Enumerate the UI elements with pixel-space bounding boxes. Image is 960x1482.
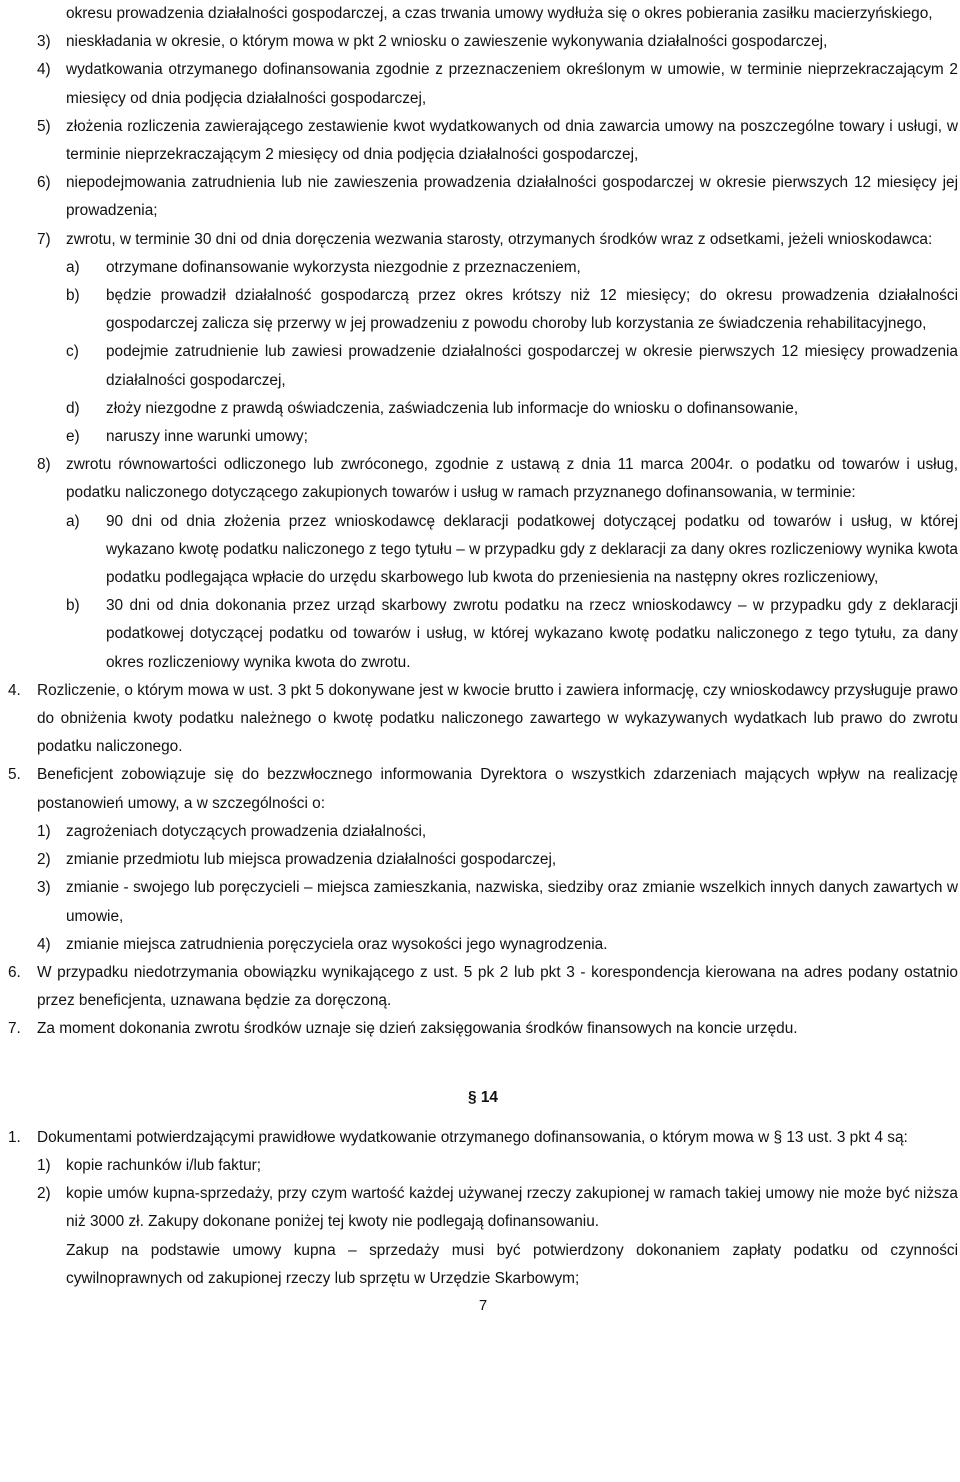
sub-label: b) — [66, 597, 80, 615]
list-item-6 — [8, 169, 958, 225]
list-text: zmianie przedmiotu lub miejsca prowadzenia działalności gospodarczej, — [66, 851, 557, 869]
sub-item-a — [8, 254, 958, 282]
sub-label: b) — [66, 287, 80, 305]
list-item-5 — [8, 113, 958, 169]
sub-item-d — [8, 395, 958, 423]
list-label: 5) — [37, 117, 51, 135]
list-text: nieskładania w okresie, o którym mowa w pkt 2 wniosku o zawieszenie wykonywania działalności gospodarczej, — [66, 33, 828, 51]
list-item-7 — [8, 226, 958, 254]
clause-6 — [8, 959, 958, 1015]
clause-5 — [8, 761, 958, 817]
list-item-1 — [8, 1152, 958, 1180]
sub-text: będzie prowadził działalność gospodarczą przez okres krótszy niż 12 miesięcy; do okresu prowadzenia działalności gospodarczej zalicza się przerwy w jej prowadzeniu z powodu choroby lub korzystania ze świadczenia rehabilitacyjnego, — [106, 287, 958, 333]
sub-text: 90 dni od dnia złożenia przez wnioskodawcę deklaracji podatkowej dotyczącej podatku od towarów i usług, w której wykazano kwotę podatku naliczonego z tego tytułu – w przypadku gdy z deklaracji za dany okres rozliczeniowy wynika kwota podatku podlegająca wpłacie do urzędu skarbowego lub kwota do przeniesienia na następny okres rozliczeniowy, — [106, 512, 958, 587]
list-label: 2) — [37, 851, 51, 869]
paragraph-continuation: okresu prowadzenia działalności gospodarczej, a czas trwania umowy wydłuża się o okres pobierania zasiłku macierzyńskiego, — [66, 5, 933, 22]
clause-label: 1. — [8, 1128, 21, 1146]
sub-label: a) — [66, 258, 80, 276]
list-text: niepodejmowania zatrudnienia lub nie zawieszenia prowadzenia działalności gospodarczej w okresie pierwszych 12 miesięcy jej prowadzenia; — [66, 174, 958, 220]
clause-7 — [8, 1015, 958, 1043]
clause-label: 5. — [8, 766, 21, 784]
list-label: 1) — [37, 822, 51, 840]
sub-item-b — [8, 592, 958, 677]
sub-item-c — [8, 338, 958, 394]
sub-text: podejmie zatrudnienie lub zawiesi prowadzenie działalności gospodarczej w okresie pierwszych 12 miesięcy prowadzenia działalności gospodarczej, — [106, 343, 958, 389]
list-item-1 — [8, 818, 958, 846]
list-label: 3) — [37, 879, 51, 897]
sub-item-b — [8, 282, 958, 338]
section-heading: § 14 — [468, 1088, 498, 1106]
sub-item-e — [8, 423, 958, 451]
clause-label: 7. — [8, 1020, 21, 1038]
clause-text: Rozliczenie, o którym mowa w ust. 3 pkt 5 dokonywane jest w kwocie brutto i zawiera informację, czy wnioskodawcy przysługuje prawo do obniżenia kwoty podatku należnego o kwotę podatku naliczonego zawartego w wykazywanych wydatkach lub prawo do zwrotu podatku naliczonego. — [37, 681, 958, 756]
list-text: wydatkowania otrzymanego dofinansowania zgodnie z przeznaczeniem określonym w umowie, w terminie nieprzekraczającym 2 miesięcy od dnia podjęcia działalności gospodarczej, — [66, 61, 958, 107]
list-item-2 — [8, 1180, 958, 1236]
clause-label: 6. — [8, 963, 21, 981]
document-page — [8, 0, 958, 1317]
list-label: 1) — [37, 1156, 51, 1174]
list-item-8 — [8, 451, 958, 507]
sub-item-a — [8, 508, 958, 593]
list-label: 7) — [37, 230, 51, 248]
sub-text: złoży niezgodne z prawdą oświadczenia, zaświadczenia lub informacje do wniosku o dofinansowanie, — [106, 399, 799, 417]
sub-text: otrzymane dofinansowanie wykorzysta niezgodnie z przeznaczeniem, — [106, 258, 581, 276]
clause-label: 4. — [8, 681, 21, 699]
clause-4 — [8, 677, 958, 762]
list-label: 8) — [37, 456, 51, 474]
list-text: zwrotu, w terminie 30 dni od dnia doręczenia wezwania starosty, otrzymanych środków wraz z odsetkami, jeżeli wnioskodawca: — [66, 230, 933, 248]
list-text: kopie rachunków i/lub faktur; — [66, 1156, 262, 1174]
list-item-3 — [8, 874, 958, 930]
page-number: 7 — [478, 1296, 488, 1314]
sub-label: a) — [66, 512, 80, 530]
list-item-4 — [8, 56, 958, 112]
list-label: 4) — [37, 935, 51, 953]
list-item-3 — [8, 28, 958, 56]
list-label: 3) — [37, 33, 51, 51]
list-item-4 — [8, 931, 958, 959]
list-label: 2) — [37, 1185, 51, 1203]
list-item-2 — [8, 846, 958, 874]
clause-text: Beneficjent zobowiązuje się do bezzwłocznego informowania Dyrektora o wszystkich zdarzeniach mających wpływ na realizację postanowień umowy, a w szczególności o: — [37, 766, 958, 812]
list-text: kopie umów kupna-sprzedaży, przy czym wartość każdej używanej rzeczy zakupionej w ramach takiej umowy nie może być niższa niż 3000 zł. Zakupy dokonane poniżej tej kwoty nie podlegają dofinansowaniu. — [66, 1185, 958, 1231]
clause-1 — [8, 1124, 958, 1152]
list-text: złożenia rozliczenia zawierającego zestawienie kwot wydatkowanych od dnia zawarcia umowy na poszczególne towary i usługi, w terminie nieprzekraczającym 2 miesięcy od dnia podjęcia działalności gospodarczej, — [66, 117, 958, 164]
sub-text: naruszy inne warunki umowy; — [106, 428, 308, 446]
sub-label: c) — [66, 343, 79, 361]
list-text: zmianie - swojego lub poręczycieli – miejsca zamieszkania, nazwiska, siedziby oraz zmianie wszelkich innych danych zawartych w umowie, — [66, 879, 958, 925]
list-label: 6) — [37, 174, 51, 192]
sub-text: 30 dni od dnia dokonania przez urząd skarbowy zwrotu podatku na rzecz wnioskodawcy – w przypadku gdy z deklaracji podatkowej dotyczącej podatku od towarów i usług, w której wykazano kwotę podatku naliczonego z tego tytułu, za dany okres rozliczeniowy wynika kwota do zwrotu. — [106, 597, 958, 671]
clause-text: Za moment dokonania zwrotu środków uznaje się dzień zaksięgowania środków finansowych na koncie urzędu. — [37, 1020, 798, 1038]
list-label: 4) — [37, 61, 51, 79]
clause-text: W przypadku niedotrzymania obowiązku wynikającego z ust. 5 pk 2 lub pkt 3 - korespondencja kierowana na adres podany ostatnio przez beneficjenta, uznawana będzie za doręczoną. — [37, 963, 958, 1010]
list-text: zwrotu równowartości odliczonego lub zwróconego, zgodnie z ustawą z dnia 11 marca 2004r. o podatku od towarów i usług, podatku naliczonego dotyczącego zakupionych towarów i usług w ramach przyznanego dofinansowania, w terminie: — [66, 456, 958, 502]
paragraph-continuation: Zakup na podstawie umowy kupna – sprzedaży musi być potwierdzony dokonaniem zapłaty podatku od czynności cywilnoprawnych od zakupionej rzeczy lub sprzętu w Urzędzie Skarbowym; — [66, 1241, 958, 1287]
list-text: zmianie miejsca zatrudnienia poręczyciela oraz wysokości jego wynagrodzenia. — [66, 935, 608, 953]
list-text: zagrożeniach dotyczących prowadzenia działalności, — [66, 822, 427, 840]
sub-label: d) — [66, 399, 80, 417]
clause-text: Dokumentami potwierdzającymi prawidłowe wydatkowanie otrzymanego dofinansowania, o którym mowa w § 13 ust. 3 pkt 4 są: — [37, 1128, 908, 1146]
sub-label: e) — [66, 428, 80, 446]
